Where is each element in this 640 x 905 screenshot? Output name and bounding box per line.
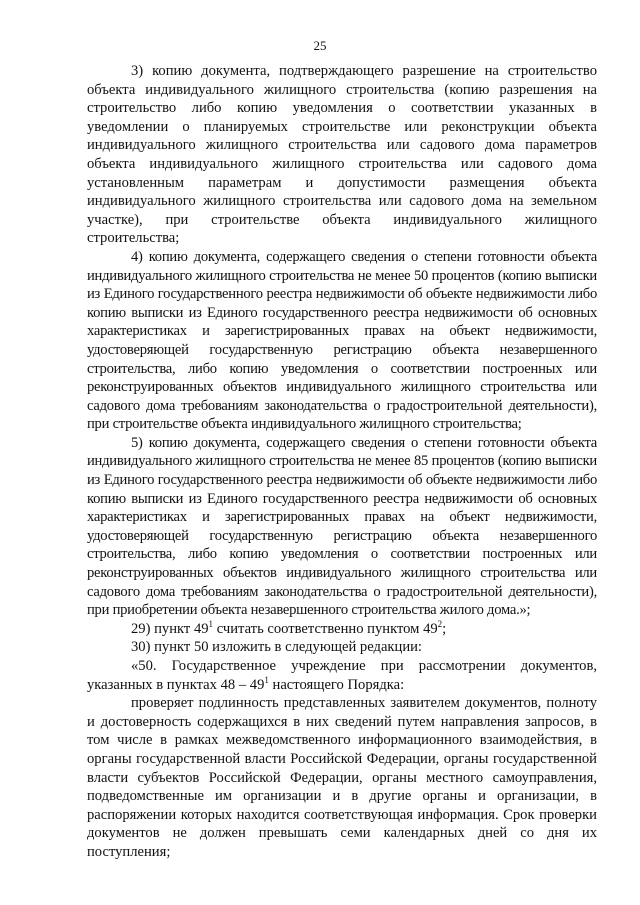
superscript: 1 bbox=[264, 674, 269, 685]
item-29-text-continued: считать соответственно пунктом 49 bbox=[213, 620, 438, 637]
point-50-text-end: настоящего Порядка: bbox=[268, 676, 405, 693]
document-body bbox=[87, 62, 597, 862]
superscript: 2 bbox=[437, 618, 443, 629]
paragraph-point-50 bbox=[87, 657, 597, 694]
paragraph-verification: проверяет подлинность представленных заявителем документов, полноту и достоверность содержащихся в них сведений путем направления запросов, в том числе в рамках межведомственного информационного взаимодействия, в органы государственной власти Российской Федерации, органы государственной власти субъектов Российской Федерации, органы местного самоуправления, подведомственные им организации и в другие органы и организации, в распоряжении которых находится соответствующая информация. Срок проверки документов не должен превышать семи календарных дней со дня их поступления; bbox=[87, 695, 597, 860]
page-number: 25 bbox=[313, 38, 327, 53]
paragraph-item-29 bbox=[87, 620, 597, 639]
point-50-text: «50. Государственное учреждение при рассмотрении документов, указанных в пунктах 48 – 49 bbox=[87, 658, 597, 693]
paragraph-item-30: 30) пункт 50 изложить в следующей редакции: bbox=[131, 639, 422, 656]
paragraph-item-4: 4) копию документа, содержащего сведения о степени готовности объекта индивидуального жилищного строительства не менее 50 процентов (копию выписки из Единого государственного реестра недвижимости об объекте недвижимости либо копию выписки из Единого государственного реестра недвижимости об основных характеристиках и зарегистрированных правах на объект недвижимости, удостоверяющей государственную регистрацию объекта незавершенного строительства, либо копию уведомления о соответствии построенных или реконструированных объектов индивидуального жилищного строительства или садового дома требованиям законодательства о градостроительной деятельности), при строительстве объекта индивидуального жилищного строительства; bbox=[87, 248, 597, 433]
paragraph-item-3: 3) копию документа, подтверждающего разрешение на строительство объекта индивидуального жилищного строительства (копию разрешения на строительство либо копию уведомления о соответствии указанных в уведомлении о планируемых строительстве или реконструкции объекта индивидуального жилищного строительства или садового дома параметров объекта индивидуального жилищного строительства или садового дома установленным параметрам и допустимости размещения объекта индивидуального жилищного строительства или садового дома на земельном участке), при строительстве объекта индивидуального жилищного строительства; bbox=[87, 63, 597, 247]
item-29-text: 29) пункт 49 bbox=[131, 620, 209, 637]
superscript: 1 bbox=[208, 618, 214, 629]
item-29-text-end: ; bbox=[442, 620, 447, 637]
paragraph-item-5: 5) копию документа, содержащего сведения о степени готовности объекта индивидуального жилищного строительства не менее 85 процентов (копию выписки из Единого государственного реестра недвижимости об объекте недвижимости либо копию выписки из Единого государственного реестра недвижимости об основных характеристиках и зарегистрированных правах на объект недвижимости, удостоверяющей государственную регистрацию объекта незавершенного строительства, либо копию уведомления о соответствии построенных или реконструированных объектов индивидуального жилищного строительства или садового дома требованиям законодательства о градостроительной деятельности), при приобретении объекта незавершенного строительства жилого дома.»; bbox=[87, 434, 597, 619]
